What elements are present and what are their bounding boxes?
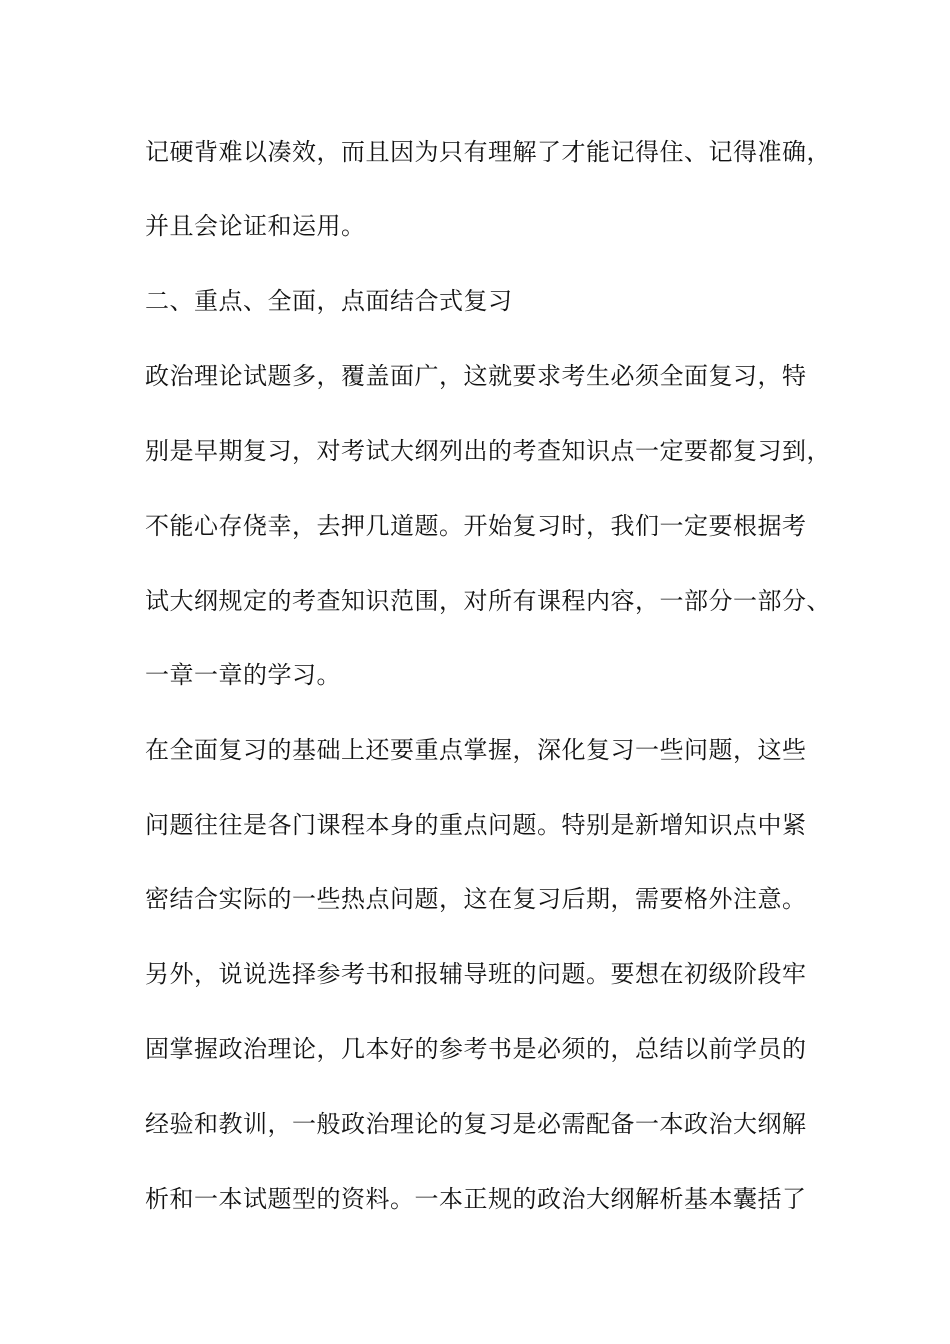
text-line: 密结合实际的一些热点问题，这在复习后期，需要格外注意。 [145, 885, 807, 913]
text-line: 经验和教训，一般政治理论的复习是必需配备一本政治大纲解 [145, 1110, 807, 1138]
text-line: 析和一本试题型的资料。一本正规的政治大纲解析基本囊括了 [145, 1185, 807, 1213]
text-line: 问题往往是各门课程本身的重点问题。特别是新增知识点中紧 [145, 811, 807, 839]
text-line: 试大纲规定的考查知识范围，对所有课程内容，一部分一部分、 [145, 587, 831, 615]
text-line: 政治理论试题多，覆盖面广，这就要求考生必须全面复习，特 [145, 362, 807, 390]
text-line: 并且会论证和运用。 [145, 212, 366, 240]
text-line: 另外，说说选择参考书和报辅导班的问题。要想在初级阶段牢 [145, 960, 807, 988]
section-heading: 二、重点、全面，点面结合式复习 [145, 287, 513, 315]
text-line: 在全面复习的基础上还要重点掌握，深化复习一些问题，这些 [145, 736, 807, 764]
text-line: 固掌握政治理论，几本好的参考书是必须的，总结以前学员的 [145, 1035, 807, 1063]
text-line: 别是早期复习，对考试大纲列出的考查知识点一定要都复习到， [145, 437, 831, 465]
text-line: 不能心存侥幸，去押几道题。开始复习时，我们一定要根据考 [145, 512, 807, 540]
text-line: 记硬背难以凑效，而且因为只有理解了才能记得住、记得准确， [145, 138, 831, 166]
text-line: 一章一章的学习。 [145, 661, 341, 689]
